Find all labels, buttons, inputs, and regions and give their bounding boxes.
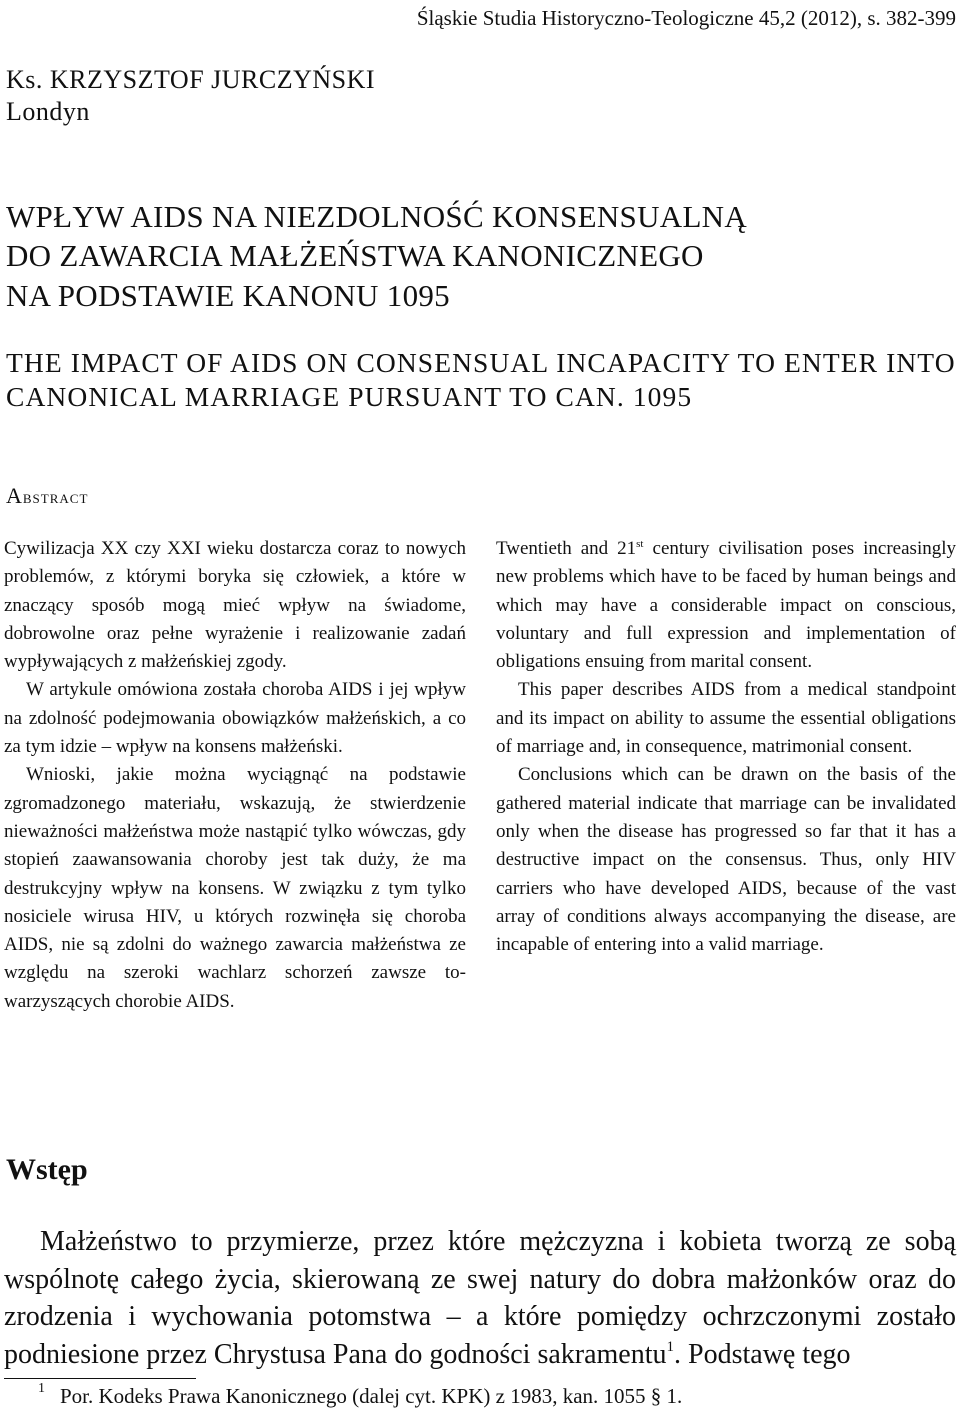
abstract-en-paragraph bbox=[496, 535, 956, 676]
abstract-heading: Abstract bbox=[6, 483, 89, 508]
intro-text: Małżeństwo to przymierze, przez które mężczyzna i kobieta tworzą ze sobą wspólnotę całego życia, skierowaną ze swej natury do dobra małżonków oraz do zrodzenia i wychowania potomstwa – a które pomiędzy ochrzczonymi zostało podniesione przez Chrystusa Pana do godności sakramentu bbox=[4, 1226, 956, 1370]
abstract-pl-paragraph: Cywilizacja XX czy XXI wieku dostarcza coraz to nowych problemów, z którymi boryka się człowiek, a które w znaczący sposób mogą mieć wpływ na świadome, dobrowolne oraz pełne wyrażenie i realizowanie zadań wypływających z małżeńskiej zgody. bbox=[4, 538, 466, 673]
abstract-english bbox=[496, 535, 956, 959]
title-polish bbox=[6, 197, 956, 315]
ordinal-superscript: st bbox=[636, 538, 644, 550]
section-heading: Wstęp bbox=[6, 1153, 88, 1186]
author-block bbox=[6, 64, 375, 127]
intro-paragraph bbox=[4, 1223, 956, 1373]
abstract-en-paragraph: This paper describes AIDS from a medical standpoint and its impact on ability to assume the essential obligations of marriage and, in consequence, matrimonial consent. bbox=[496, 679, 956, 758]
title-pl-line: DO ZAWARCIA MAŁŻEŃSTWA KANONICZNEGO bbox=[6, 238, 704, 274]
abstract-pl-paragraph: Wnioski, jakie można wyciągnąć na podstawie zgromadzonego materiału, wskazują, że stwierdzenie nieważności małżeństwa może nastąpić tylko wówczas, gdy stopień zaawansowania choroby jest tak duży, że ma destrukcyjny wpływ na konsens. W związku z tym tylko nosiciele wirusa HIV, u których rozwinęła się choroba AIDS, nie są zdolni do ważnego zawarcia małżeństwa ze względu na szeroki wachlarz schorzeń zawsze towarzyszących chorobie AIDS. bbox=[4, 764, 466, 1012]
abstract-polish bbox=[4, 535, 466, 1016]
journal-citation: Śląskie Studia Historyczno-Teologiczne 45,2 (2012), s. 382-399 bbox=[416, 6, 956, 30]
abstract-en-text: Twentieth and 21 bbox=[496, 538, 637, 559]
title-pl-line: NA PODSTAWIE KANONU 1095 bbox=[6, 277, 450, 313]
footnote-divider bbox=[4, 1378, 196, 1379]
author-name: Ks. KRZYSZTOF JURCZYŃSKI bbox=[6, 65, 376, 94]
abstract-en-text: century civilisation poses increasingly new problems which have to be faced by human beings and which may have a considerable impact on conscious, voluntary and full expression and implementation of obligations ensuing from marital consent. bbox=[496, 538, 957, 673]
abstract-pl-paragraph: W artykule omówiona została choroba AIDS i jej wpływ na zdolność podejmowania obowiązków małżeńskich, a co za tym idzie – wpływ na konsens małżeński. bbox=[4, 679, 466, 758]
abstract-en-paragraph: Conclusions which can be drawn on the basis of the gathered material indicate that marriage can be invalidated only when the disease has progressed so far that it has a destructive impact on the consensus. Thus, only HIV carriers who have developed AIDS, because of the vast array of conditions always accompanying the disease, are incapable of entering into a valid marriage. bbox=[496, 764, 956, 956]
intro-text: . Podstawę tego bbox=[674, 1338, 851, 1370]
title-en-line: CANONICAL MARRIAGE PURSUANT TO CAN. 1095 bbox=[6, 380, 693, 412]
title-en-line: THE IMPACT OF AIDS ON CONSENSUAL INCAPACITY TO ENTER INTO bbox=[6, 347, 956, 378]
title-pl-line: WPŁYW AIDS NA NIEZDOLNOŚĆ KONSENSUALNĄ bbox=[6, 199, 748, 234]
footnote-text: Por. Kodeks Prawa Kanonicznego (dalej cyt. KPK) z 1983, kan. 1055 § 1. bbox=[60, 1384, 683, 1408]
footnote bbox=[30, 1381, 683, 1409]
footnote-reference[interactable]: 1 bbox=[666, 1338, 675, 1355]
author-city: Londyn bbox=[6, 96, 90, 126]
footnote-number: 1 bbox=[38, 1381, 45, 1396]
title-english bbox=[6, 346, 956, 413]
